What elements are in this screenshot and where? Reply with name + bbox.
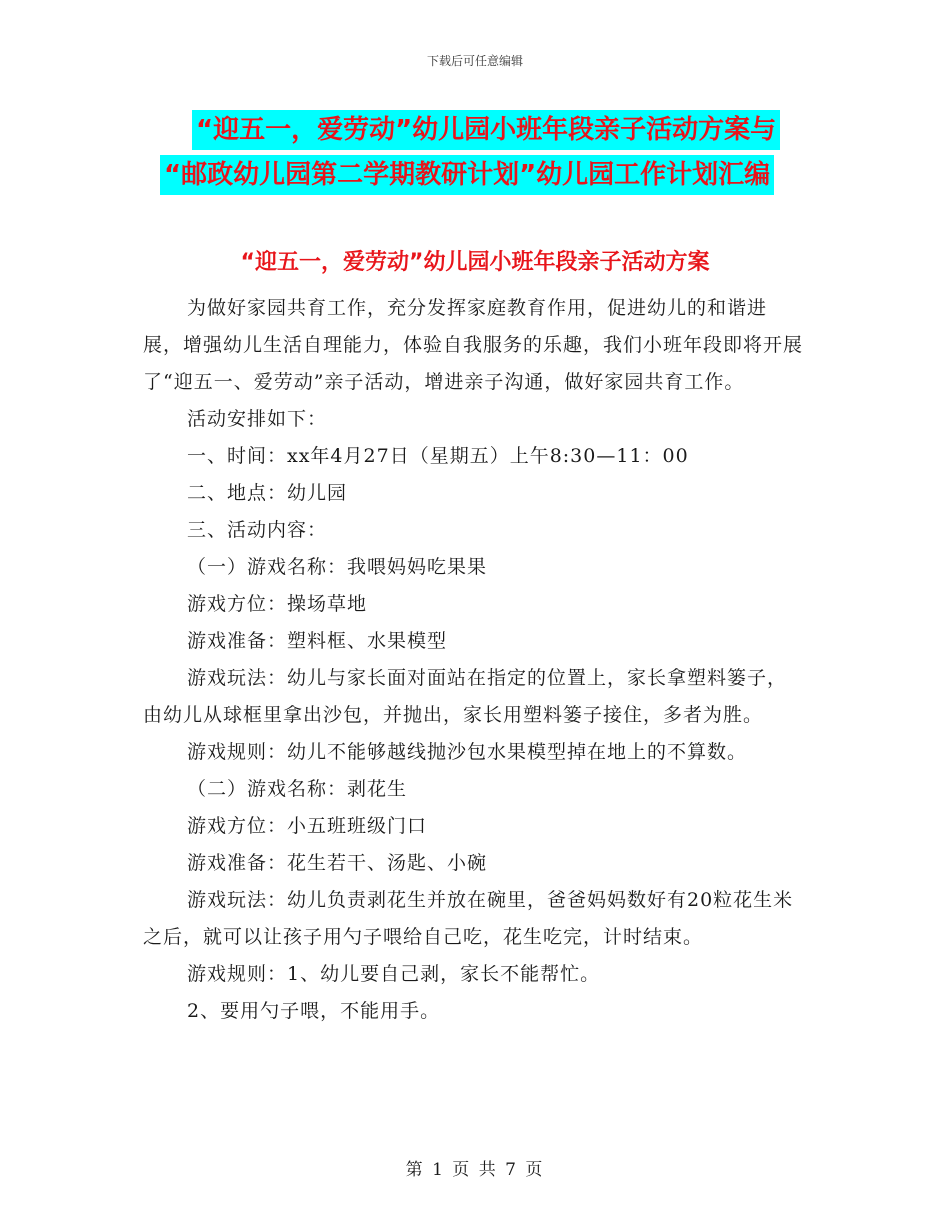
paragraph: 游戏玩法：幼儿负责剥花生并放在碗里，爸爸妈妈数好有20粒花生米之后，就可以让孩子用勺子喂给自己吃，花生吃完，计时结束。 [143, 889, 794, 948]
paragraph: 游戏方位：小五班班级门口 [187, 815, 428, 837]
paragraph-intro: 为做好家园共育工作，充分发挥家庭教育作用，促进幼儿的和谐进展，增强幼儿生活自理能力，体验自我服务的乐趣，我们小班年段即将开展了“迎五一、爱劳动”亲子活动，增进亲子沟通，做好家园共育工作。 [143, 297, 804, 393]
header-note: 下载后可任意编辑 [426, 54, 523, 68]
paragraph: 游戏玩法：幼儿与家长面对面站在指定的位置上，家长拿塑料篓子，由幼儿从球框里拿出沙包，并抛出，家长用塑料篓子接住，多者为胜。 [143, 667, 788, 726]
paragraph: 游戏规则：幼儿不能够越线抛沙包水果模型掉在地上的不算数。 [187, 741, 748, 763]
page-footer: 第 1 页 共 7 页 [405, 1160, 545, 1180]
main-title-line-1: “迎五一，爱劳动”幼儿园小班年段亲子活动方案与 [192, 110, 780, 150]
paragraph: 二、地点：幼儿园 [187, 482, 348, 504]
paragraph: 游戏规则：1、幼儿要自己剥，家长不能帮忙。 [187, 963, 601, 985]
document-body [143, 290, 803, 1030]
paragraph: （二）游戏名称：剥花生 [187, 778, 408, 800]
paragraph: 游戏准备：塑料框、水果模型 [187, 630, 448, 652]
section-title: “迎五一，爱劳动”幼儿园小班年段亲子活动方案 [240, 250, 710, 275]
paragraph: 游戏方位：操场草地 [187, 593, 368, 615]
paragraph: （一）游戏名称：我喂妈妈吃果果 [187, 556, 488, 578]
paragraph: 三、活动内容： [187, 519, 328, 541]
main-title-line-2: “邮政幼儿园第二学期教研计划”幼儿园工作计划汇编 [160, 155, 774, 195]
paragraph: 活动安排如下： [187, 408, 328, 430]
paragraph: 一、时间：xx年4月27日（星期五）上午8:30—11：00 [187, 445, 689, 467]
paragraph: 2、要用勺子喂，不能用手。 [187, 1000, 441, 1022]
paragraph: 游戏准备：花生若干、汤匙、小碗 [187, 852, 488, 874]
